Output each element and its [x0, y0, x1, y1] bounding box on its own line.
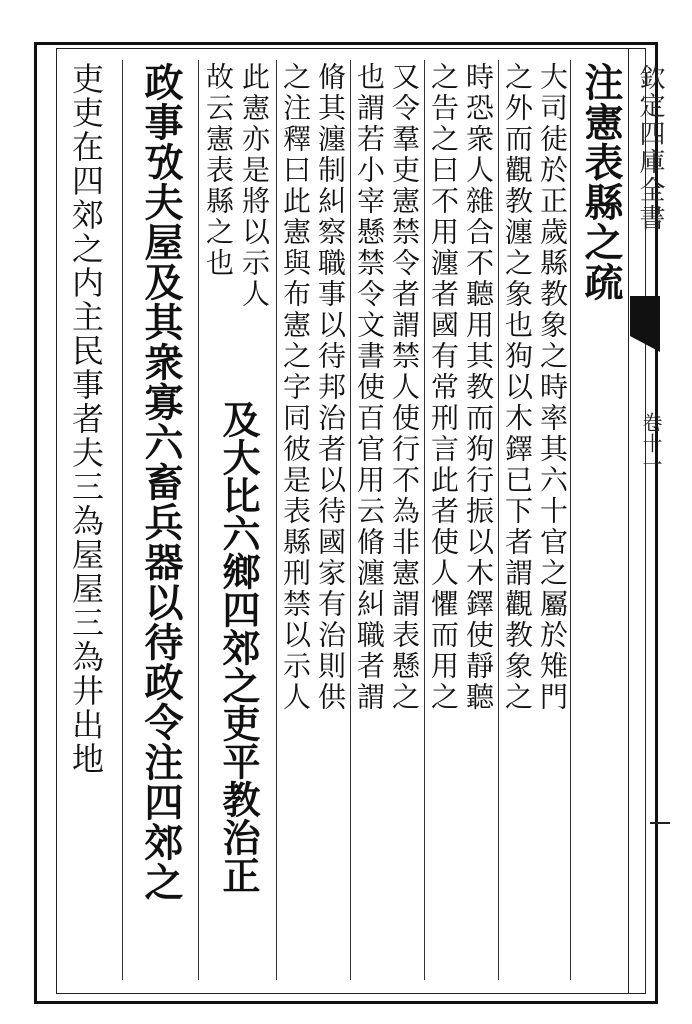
text-column-4	[352, 62, 422, 972]
commentary-line: 也謂若小宰懸禁令文書使百官用云脩瀍糾職者謂	[353, 62, 386, 713]
commentary-line: 故云憲表縣之也	[202, 62, 235, 279]
column-rule	[570, 60, 571, 980]
text-column-1: 注憲表縣之疏	[578, 62, 624, 302]
juan-label: 卷十一	[639, 412, 663, 475]
commentary-line: 之注釋曰此憲與布憲之字同彼是表縣刑禁以示人	[279, 62, 312, 713]
text-column-7: 政事攷夫屋及其衆寡六畜兵器以待政令注四郊之	[138, 62, 184, 902]
text-column-8: 吏吏在四郊之内主民事者夫三為屋屋三為井出地	[67, 62, 105, 776]
column-rule	[350, 60, 351, 980]
fish-tail-icon	[628, 296, 662, 352]
column-rule	[498, 60, 499, 980]
column-rule	[276, 60, 277, 980]
commentary-line: 此憲亦是將以示人	[238, 62, 271, 310]
margin-notch	[650, 822, 670, 834]
book-title: 欽定四庫全書	[635, 64, 665, 232]
text-column-2	[500, 62, 570, 972]
commentary-line: 大司徒於正歲縣教象之時率其六十官之屬於雉門	[536, 62, 569, 713]
text-column-5	[278, 62, 348, 972]
column-rule	[424, 60, 425, 980]
text-column-3	[426, 62, 496, 972]
column-rule	[198, 60, 199, 980]
commentary-line: 時恐衆人雜合不聽用其教而狗行振以木鐸使靜聽	[462, 62, 495, 713]
commentary-line: 又令羣吏憲禁令者謂禁人使行不為非憲謂表懸之	[388, 62, 421, 713]
commentary-line: 脩其瀍制糾察職事以待邦治者以待國家有治則供	[314, 62, 347, 713]
main-text-segment: 及大比六鄉四郊之吏平教治正	[216, 400, 261, 894]
commentary-line: 之外而觀教瀍之象也狗以木鐸已下者謂觀教象之	[501, 62, 534, 713]
text-column-6	[200, 62, 274, 972]
column-rule	[122, 60, 123, 980]
commentary-line: 之告之曰不用瀍者國有常刑言此者使人懼而用之	[427, 62, 460, 713]
